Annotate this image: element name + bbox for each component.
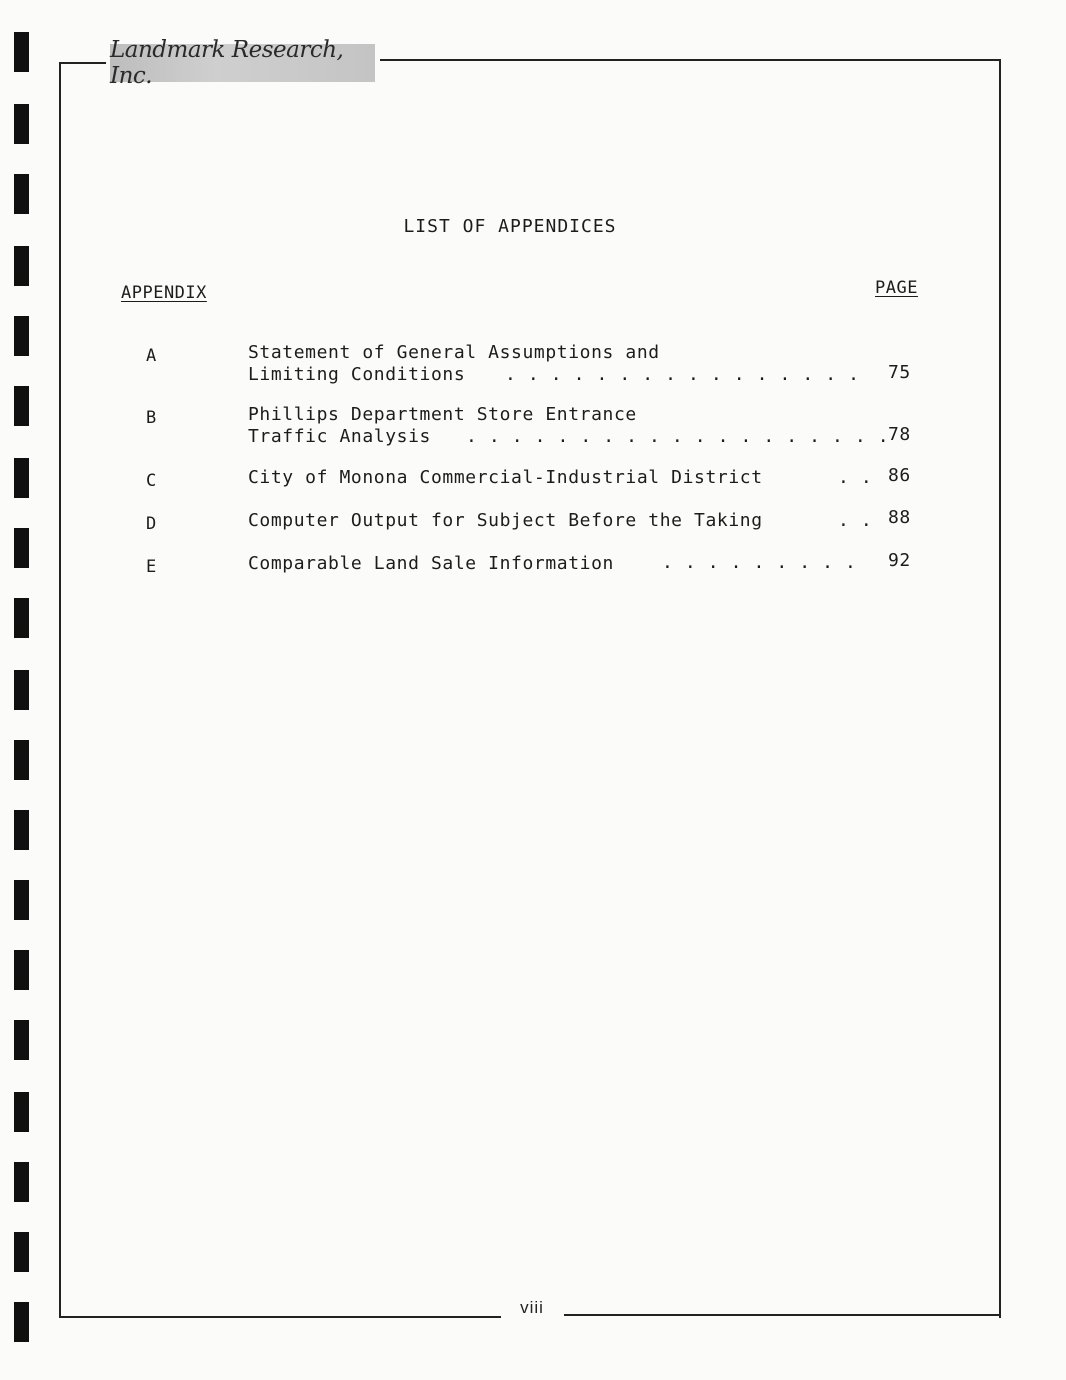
frame-line — [999, 59, 1001, 1318]
page-number: 86 — [888, 465, 911, 486]
dot-leader: . . — [838, 510, 873, 531]
appendix-column-heading: APPENDIX — [121, 283, 207, 303]
appendix-title-line1: Statement of General Assumptions and — [248, 342, 660, 363]
company-logo: Landmark Research, Inc. — [110, 44, 375, 82]
dot-leader: . . . . . . . . . . . . . . . . — [505, 364, 860, 385]
appendix-title-line2: Limiting Conditions — [248, 364, 466, 385]
appendix-letter: E — [146, 557, 157, 577]
footer-page-number: viii — [520, 1298, 544, 1317]
page-number: 92 — [888, 550, 911, 571]
dot-leader: . . . . . . . . . . . . . . . . . . . — [466, 426, 890, 447]
dot-leader: . . . . . . . . . — [662, 552, 857, 573]
appendix-entry — [0, 342, 1066, 392]
appendix-title-line1: Computer Output for Subject Before the Taking — [248, 510, 763, 531]
dot-leader: . . — [838, 467, 873, 488]
appendix-title-line2: Traffic Analysis — [248, 426, 431, 447]
appendix-title-line1: Comparable Land Sale Information — [248, 553, 614, 574]
appendix-entry — [0, 552, 1066, 602]
frame-line — [380, 59, 1000, 61]
page-column-heading: PAGE — [875, 278, 918, 298]
appendix-letter: A — [146, 346, 157, 366]
page-number: 75 — [888, 362, 911, 383]
frame-line — [60, 62, 106, 64]
frame-line — [564, 1314, 1001, 1316]
appendix-entry — [0, 404, 1066, 454]
appendix-letter: D — [146, 514, 157, 534]
appendix-letter: B — [146, 408, 157, 428]
appendix-title-line1: Phillips Department Store Entrance — [248, 404, 637, 425]
frame-line — [59, 62, 61, 1318]
page-number: 88 — [888, 507, 911, 528]
page-title: LIST OF APPENDICES — [403, 216, 617, 237]
appendix-letter: C — [146, 471, 157, 491]
frame-line — [59, 1316, 501, 1318]
page-number: 78 — [888, 424, 911, 445]
appendix-title-line1: City of Monona Commercial-Industrial District — [248, 467, 763, 488]
